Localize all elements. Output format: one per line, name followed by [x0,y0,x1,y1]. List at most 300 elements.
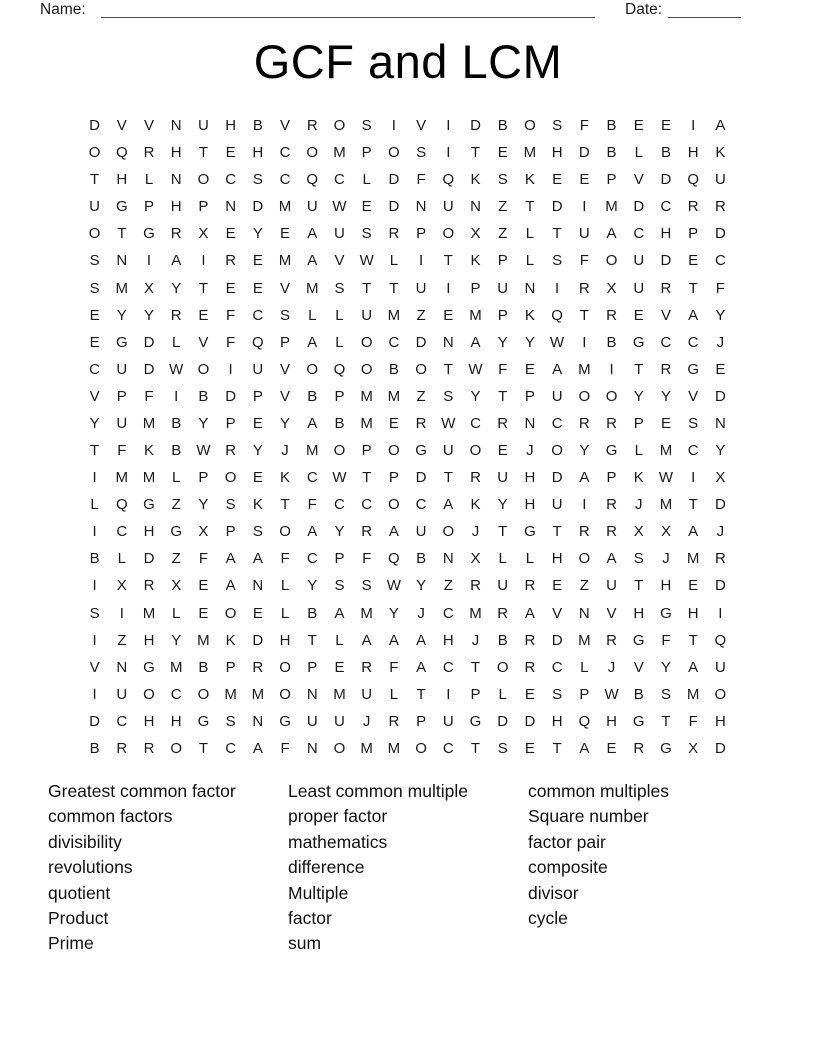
grid-letter: N [170,171,182,189]
grid-letter: L [498,550,507,568]
grid-letter: Y [388,604,399,622]
grid-letter: E [497,442,508,460]
grid-letter: P [497,252,508,270]
grid-letter: D [415,333,427,351]
grid-letter: V [633,171,644,189]
word-list-item: mathematics [288,831,388,852]
grid-letter: I [174,387,179,405]
word-list-item: revolutions [48,857,133,878]
grid-letter: P [524,387,535,405]
grid-letter: A [307,225,318,243]
grid-letter: Y [252,225,263,243]
grid-letter: C [279,171,291,189]
grid-letter: A [552,360,563,378]
grid-letter: C [306,550,318,568]
grid-letter: C [361,496,373,514]
grid-letter: Q [115,496,128,514]
grid-letter: O [197,360,210,378]
grid-letter: R [578,523,590,541]
grid-letter: B [307,387,318,405]
grid-letter: Q [442,171,455,189]
grid-letter: F [362,550,372,568]
grid-letter: M [115,469,129,487]
grid-letter: M [197,631,210,649]
grid-letter: M [278,198,292,216]
grid-letter: S [416,144,427,162]
grid-letter: F [498,360,508,378]
grid-letter: Y [660,387,671,405]
grid-letter: U [497,469,509,487]
grid-letter: C [334,171,345,189]
grid-letter: I [691,469,696,487]
grid-letter: O [442,225,455,243]
grid-letter: V [280,117,291,135]
grid-letter: S [280,306,291,324]
grid-letter: P [416,712,427,730]
grid-letter: U [334,225,345,243]
grid-letter: H [551,712,563,730]
grid-letter: B [198,658,209,676]
grid-letter: C [687,442,699,460]
grid-letter: P [470,685,481,703]
grid-letter: L [362,171,371,189]
grid-letter: E [252,279,263,297]
grid-letter: O [524,117,536,135]
grid-letter: O [279,523,291,541]
grid-letter: B [606,117,617,135]
grid-letter: N [306,685,318,703]
grid-letter: Q [388,550,400,568]
grid-letter: F [416,171,426,189]
grid-letter: Q [714,631,727,649]
grid-letter: D [415,469,427,487]
grid-letter: S [89,252,100,270]
grid-letter: M [360,414,373,432]
grid-letter: T [498,523,508,541]
grid-letter: B [198,387,209,405]
grid-letter: F [579,117,589,135]
word-list-item: Least common multiple [288,781,468,801]
grid-letter: S [252,171,263,189]
grid-letter: K [524,171,535,189]
grid-letter: L [525,225,535,243]
grid-letter: U [334,712,345,730]
grid-letter: R [388,225,400,243]
grid-letter: T [443,252,453,270]
grid-letter: Y [416,577,427,595]
grid-letter: A [252,550,263,568]
grid-letter: U [415,523,427,541]
grid-letter: V [606,604,617,622]
grid-letter: Y [470,387,481,405]
grid-letter: P [606,171,617,189]
grid-letter: V [416,117,427,135]
grid-letter: V [660,306,671,324]
grid-letter: R [361,523,373,541]
grid-letter: Z [416,306,426,324]
grid-letter: R [606,414,617,432]
grid-letter: E [252,414,263,432]
grid-letter: U [89,198,101,216]
grid-letter: S [688,414,699,432]
grid-letter: E [225,279,236,297]
grid-letter: R [143,144,155,162]
grid-letter: R [225,442,237,460]
header-row [0,0,816,24]
grid-letter: I [92,523,97,541]
grid-letter: K [280,469,291,487]
grid-letter: D [89,712,101,730]
grid-letter: E [552,577,563,595]
word-search-grid [81,112,734,762]
grid-letter: V [116,117,127,135]
grid-letter: C [89,360,101,378]
grid-letter: O [143,685,155,703]
grid-letter: Z [171,550,181,568]
grid-letter: T [416,685,426,703]
grid-letter: U [578,225,590,243]
grid-letter: P [606,469,617,487]
grid-letter: H [660,577,672,595]
grid-letter: A [307,333,318,351]
grid-letter: B [171,442,182,460]
grid-letter: I [446,117,451,135]
grid-letter: R [252,658,264,676]
grid-letter: X [198,523,209,541]
grid-letter: C [388,333,400,351]
grid-letter: I [582,198,587,216]
grid-letter: N [470,198,481,216]
grid-letter: F [117,442,127,460]
grid-letter: F [307,496,317,514]
name-blank-line [101,0,595,18]
grid-letter: G [632,712,645,730]
grid-letter: B [497,631,508,649]
grid-letter: D [524,712,536,730]
grid-letter: P [361,442,372,460]
grid-letter: H [551,550,563,568]
grid-letter: A [334,604,345,622]
grid-letter: E [280,225,291,243]
grid-letter: N [442,550,454,568]
grid-letter: A [388,523,399,541]
grid-letter: D [388,198,400,216]
grid-letter: M [523,144,537,162]
word-list-item: factor pair [528,831,606,852]
grid-letter: F [144,387,154,405]
grid-letter: S [443,387,454,405]
grid-letter: A [606,550,617,568]
grid-letter: S [552,117,563,135]
grid-letter: D [470,117,481,135]
grid-letter: N [306,739,318,757]
grid-letter: P [198,198,209,216]
word-list-item: divisibility [48,831,122,852]
grid-letter: T [307,631,317,649]
grid-letter: O [306,360,319,378]
grid-letter: Y [497,333,508,351]
grid-letter: H [225,117,237,135]
grid-letter: E [497,144,508,162]
grid-letter: I [446,685,451,703]
grid-letter: H [442,631,454,649]
word-list-item: Square number [528,806,649,827]
grid-letter: H [524,496,536,514]
grid-letter: H [170,144,182,162]
grid-letter: O [170,739,183,757]
grid-letter: M [469,604,482,622]
grid-letter: A [579,469,590,487]
grid-letter: E [688,577,699,595]
grid-letter: N [116,252,128,270]
grid-letter: V [280,387,291,405]
grid-letter: U [714,171,726,189]
grid-letter: L [634,144,643,162]
grid-letter: Y [171,279,182,297]
grid-letter: O [415,360,427,378]
grid-letter: I [691,117,696,135]
grid-letter: Z [416,387,426,405]
grid-letter: M [306,442,319,460]
grid-letter: V [280,279,291,297]
grid-letter: Y [497,496,508,514]
grid-letter: X [715,469,726,487]
grid-letter: O [306,144,319,162]
grid-letter: Q [115,144,128,162]
grid-letter: E [252,252,263,270]
grid-letter: Z [117,631,127,649]
grid-letter: W [169,360,184,378]
grid-letter: F [579,252,589,270]
grid-letter: B [606,333,617,351]
word-list-item: Product [48,908,109,929]
grid-letter: R [524,577,536,595]
grid-letter: M [686,550,700,568]
grid-letter: K [225,631,236,649]
grid-letter: H [252,144,264,162]
grid-letter: C [442,658,454,676]
grid-letter: V [89,387,100,405]
grid-letter: D [388,171,400,189]
grid-letter: T [90,442,100,460]
grid-letter: S [361,117,372,135]
word-list-item: composite [528,857,608,878]
grid-letter: N [524,414,536,432]
grid-letter: P [361,144,372,162]
grid-letter: M [387,387,401,405]
grid-letter: T [443,360,453,378]
grid-letter: O [578,550,591,568]
grid-letter: R [306,117,318,135]
grid-letter: L [498,685,507,703]
grid-letter: W [332,469,347,487]
grid-letter: N [714,414,726,432]
grid-letter: R [170,225,182,243]
word-list-item: divisor [528,882,579,903]
grid-letter: D [660,171,672,189]
grid-letter: B [252,117,263,135]
grid-letter: Q [578,712,591,730]
grid-letter: I [119,604,124,622]
grid-letter: D [89,117,101,135]
grid-letter: A [307,252,318,270]
grid-letter: A [225,550,236,568]
grid-letter: R [497,414,509,432]
grid-letter: M [360,387,373,405]
grid-letter: N [524,279,536,297]
grid-letter: V [280,360,291,378]
grid-letter: S [361,577,372,595]
grid-letter: P [416,225,427,243]
grid-letter: W [658,469,674,487]
grid-letter: G [469,712,482,730]
grid-letter: C [633,225,645,243]
grid-letter: T [579,306,589,324]
grid-letter: M [578,360,591,378]
grid-letter: M [686,685,700,703]
grid-letter: W [359,252,374,270]
grid-letter: Q [306,171,319,189]
grid-letter: R [578,279,590,297]
grid-letter: M [387,306,401,324]
grid-letter: Q [687,171,700,189]
grid-letter: U [415,279,427,297]
grid-letter: E [606,739,617,757]
grid-letter: E [524,739,535,757]
grid-letter: H [170,198,182,216]
grid-letter: O [279,685,291,703]
grid-letter: E [225,144,236,162]
grid-letter: K [524,306,535,324]
grid-letter: T [634,577,644,595]
grid-letter: Z [498,198,508,216]
grid-letter: T [470,739,481,757]
grid-letter: T [688,496,698,514]
grid-letter: E [198,577,209,595]
grid-letter: O [442,523,455,541]
grid-letter: R [170,306,182,324]
grid-letter: D [252,198,264,216]
word-list-item: cycle [528,908,568,929]
grid-letter: G [143,658,155,676]
grid-letter: U [361,685,373,703]
grid-letter: L [280,604,290,622]
grid-letter: E [252,469,263,487]
grid-letter: H [551,144,563,162]
grid-letter: O [469,442,482,460]
grid-letter: O [605,387,618,405]
grid-letter: E [688,252,699,270]
grid-letter: E [660,414,671,432]
grid-letter: C [660,333,672,351]
grid-letter: X [171,577,182,595]
grid-letter: I [582,496,587,514]
grid-letter: L [525,550,535,568]
grid-letter: C [714,252,726,270]
grid-letter: M [659,496,673,514]
grid-letter: R [660,360,672,378]
grid-letter: P [334,550,345,568]
word-list [48,779,768,957]
grid-letter: G [115,198,128,216]
word-list-item: common multiples [528,781,670,801]
grid-letter: I [446,144,451,162]
grid-letter: D [660,252,672,270]
grid-letter: R [415,414,427,432]
grid-letter: O [360,333,373,351]
grid-letter: E [198,604,209,622]
grid-letter: H [687,604,699,622]
word-list-column [288,779,528,957]
grid-letter: M [115,279,129,297]
grid-letter: J [281,442,289,460]
grid-letter: R [143,577,155,595]
grid-letter: P [225,523,236,541]
grid-letter: J [471,523,480,541]
grid-letter: S [660,685,671,703]
grid-letter: B [171,414,182,432]
grid-letter: E [633,306,644,324]
grid-letter: A [307,523,318,541]
grid-letter: A [606,225,617,243]
grid-letter: F [688,712,698,730]
grid-letter: R [497,604,509,622]
grid-letter: Y [198,414,209,432]
grid-letter: H [524,469,536,487]
grid-letter: L [172,469,181,487]
grid-letter: T [117,225,127,243]
grid-letter: G [143,225,155,243]
grid-letter: M [333,144,346,162]
grid-letter: R [225,252,237,270]
grid-letter: E [524,685,535,703]
grid-letter: I [92,685,97,703]
grid-letter: R [714,198,726,216]
grid-letter: S [497,739,508,757]
grid-letter: U [633,252,645,270]
grid-letter: B [660,144,671,162]
grid-letter: M [169,658,183,676]
grid-letter: C [415,496,427,514]
grid-letter: Z [171,496,181,514]
word-list-item: proper factor [288,806,388,827]
grid-letter: T [552,523,562,541]
grid-letter: Z [579,577,589,595]
grid-letter: R [606,523,617,541]
grid-letter: D [633,198,645,216]
grid-letter: U [442,198,454,216]
grid-letter: K [715,144,726,162]
grid-letter: Y [307,577,318,595]
grid-letter: E [198,306,209,324]
grid-letter: U [116,685,128,703]
grid-letter: J [635,496,643,514]
grid-letter: L [335,631,344,649]
grid-letter: X [470,225,481,243]
word-list-column [528,779,768,957]
grid-letter: B [334,414,345,432]
grid-letter: P [198,469,209,487]
grid-letter: X [116,577,127,595]
grid-letter: O [224,604,237,622]
grid-letter: R [143,739,155,757]
grid-letter: O [333,739,346,757]
grid-letter: D [551,469,563,487]
grid-letter: L [525,252,535,270]
grid-letter: M [605,198,618,216]
grid-letter: O [496,658,509,676]
grid-letter: O [360,360,373,378]
